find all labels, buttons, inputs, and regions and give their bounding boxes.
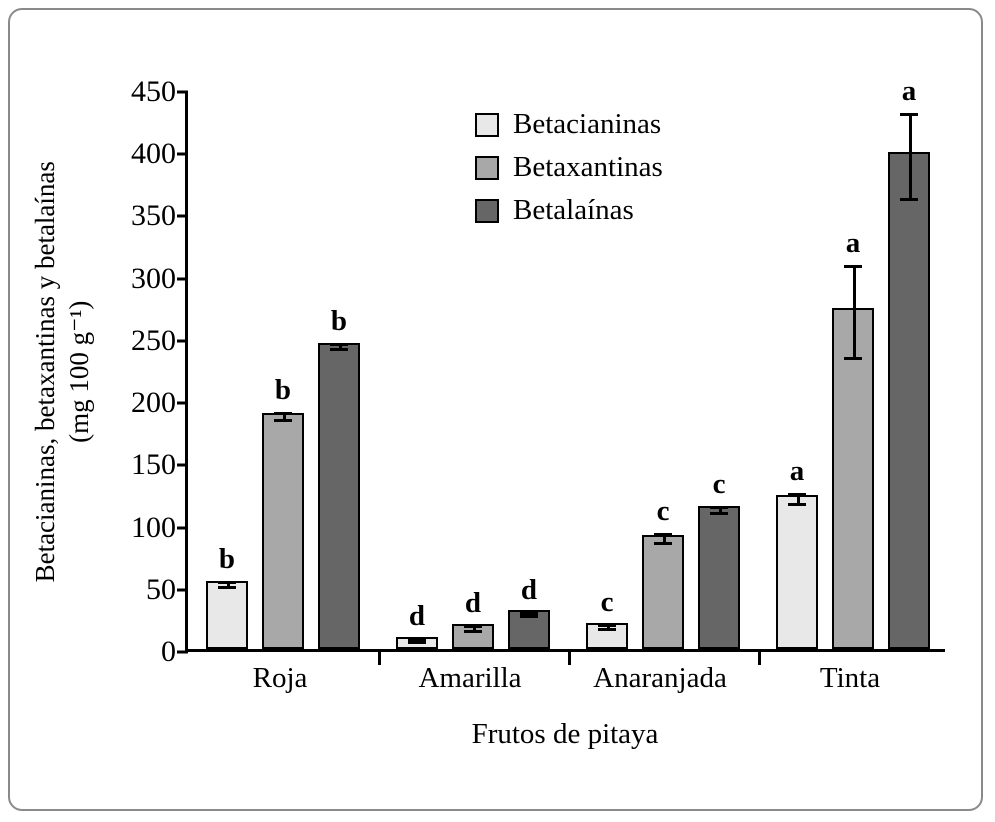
legend-item-betacianinas [475, 110, 663, 139]
legend-swatch-betaxantinas [475, 156, 499, 180]
error-bar-cap [710, 506, 728, 509]
error-bar-cap [274, 412, 292, 415]
x-axis-title: Frutos de pitaya [471, 718, 659, 750]
bar-chart [10, 10, 985, 813]
error-bar-cap [598, 628, 616, 631]
error-bar [853, 265, 856, 357]
significance-letter: d [464, 586, 482, 619]
x-tick-label: Amarilla [418, 662, 522, 694]
y-tick-mark [177, 588, 188, 591]
error-bar-cap [710, 512, 728, 515]
error-bar-cap [654, 542, 672, 545]
significance-letter: d [408, 599, 426, 632]
error-bar-cap [520, 612, 538, 615]
bar [698, 506, 740, 649]
significance-letter: a [845, 226, 861, 259]
legend-label-betacianinas: Betacianinas [513, 108, 662, 140]
y-tick-label: 300 [131, 261, 176, 295]
error-bar-cap [464, 625, 482, 628]
bar [642, 535, 684, 649]
error-bar-cap [900, 198, 918, 201]
y-tick-mark [177, 153, 188, 156]
legend-item-betaxantinas [475, 153, 663, 182]
y-tick-label: 450 [131, 75, 176, 108]
y-axis-title-line2: (mg 100 g⁻¹) [64, 300, 94, 444]
y-tick-label: 200 [131, 386, 176, 420]
y-tick-label: 150 [131, 448, 176, 482]
bar [206, 581, 248, 649]
bar [888, 152, 930, 649]
error-bar-cap [844, 357, 862, 360]
y-tick-label: 0 [161, 635, 176, 668]
significance-letter: b [274, 373, 292, 406]
figure-frame [8, 8, 983, 811]
legend-swatch-betacianinas [475, 113, 499, 137]
y-tick-label: 400 [131, 137, 176, 171]
error-bar-cap [520, 615, 538, 618]
bar [318, 343, 360, 649]
error-bar-cap [598, 624, 616, 627]
bar [262, 413, 304, 649]
y-tick-mark [177, 215, 188, 218]
error-bar-cap [330, 348, 348, 351]
y-tick-mark [177, 339, 188, 342]
significance-letter: c [712, 467, 726, 500]
x-tick-label: Tinta [819, 662, 881, 694]
error-bar-cap [218, 586, 236, 589]
y-tick-label: 250 [131, 323, 176, 357]
legend [475, 110, 663, 239]
error-bar-cap [788, 493, 806, 496]
y-tick-mark [177, 277, 188, 280]
y-tick-mark [177, 402, 188, 405]
error-bar-cap [900, 113, 918, 116]
y-axis-title-line1: Betacianinas, betaxantinas y betalaínas [30, 161, 61, 583]
y-tick-label: 50 [146, 572, 176, 606]
legend-label-betaxantinas: Betaxantinas [513, 151, 663, 183]
error-bar-cap [218, 581, 236, 584]
significance-letter: a [789, 454, 805, 487]
error-bar-cap [408, 638, 426, 641]
error-bar-cap [408, 641, 426, 644]
y-tick-label: 350 [131, 199, 176, 233]
significance-letter: a [901, 75, 917, 108]
error-bar-cap [654, 533, 672, 536]
legend-item-betalainas [475, 196, 663, 225]
error-bar-cap [844, 265, 862, 268]
significance-letter: c [600, 586, 614, 618]
y-tick-mark [177, 91, 188, 94]
legend-label-betalainas: Betalaínas [513, 194, 634, 226]
significance-letter: c [656, 494, 670, 527]
bar [776, 495, 818, 649]
error-bar [909, 113, 912, 198]
legend-swatch-betalainas [475, 199, 499, 223]
error-bar-cap [330, 343, 348, 346]
y-tick-mark [177, 526, 188, 529]
error-bar-cap [788, 503, 806, 506]
y-tick-mark [177, 464, 188, 467]
y-tick-label: 100 [131, 510, 176, 544]
significance-letter: b [330, 305, 348, 338]
y-tick-mark [177, 651, 188, 654]
error-bar-cap [464, 630, 482, 633]
y-axis-title [28, 92, 98, 652]
significance-letter: d [520, 573, 538, 606]
x-tick-label: Roja [252, 662, 308, 694]
error-bar-cap [274, 419, 292, 422]
significance-letter: b [218, 543, 236, 576]
x-tick-label: Anaranjada [593, 662, 727, 694]
